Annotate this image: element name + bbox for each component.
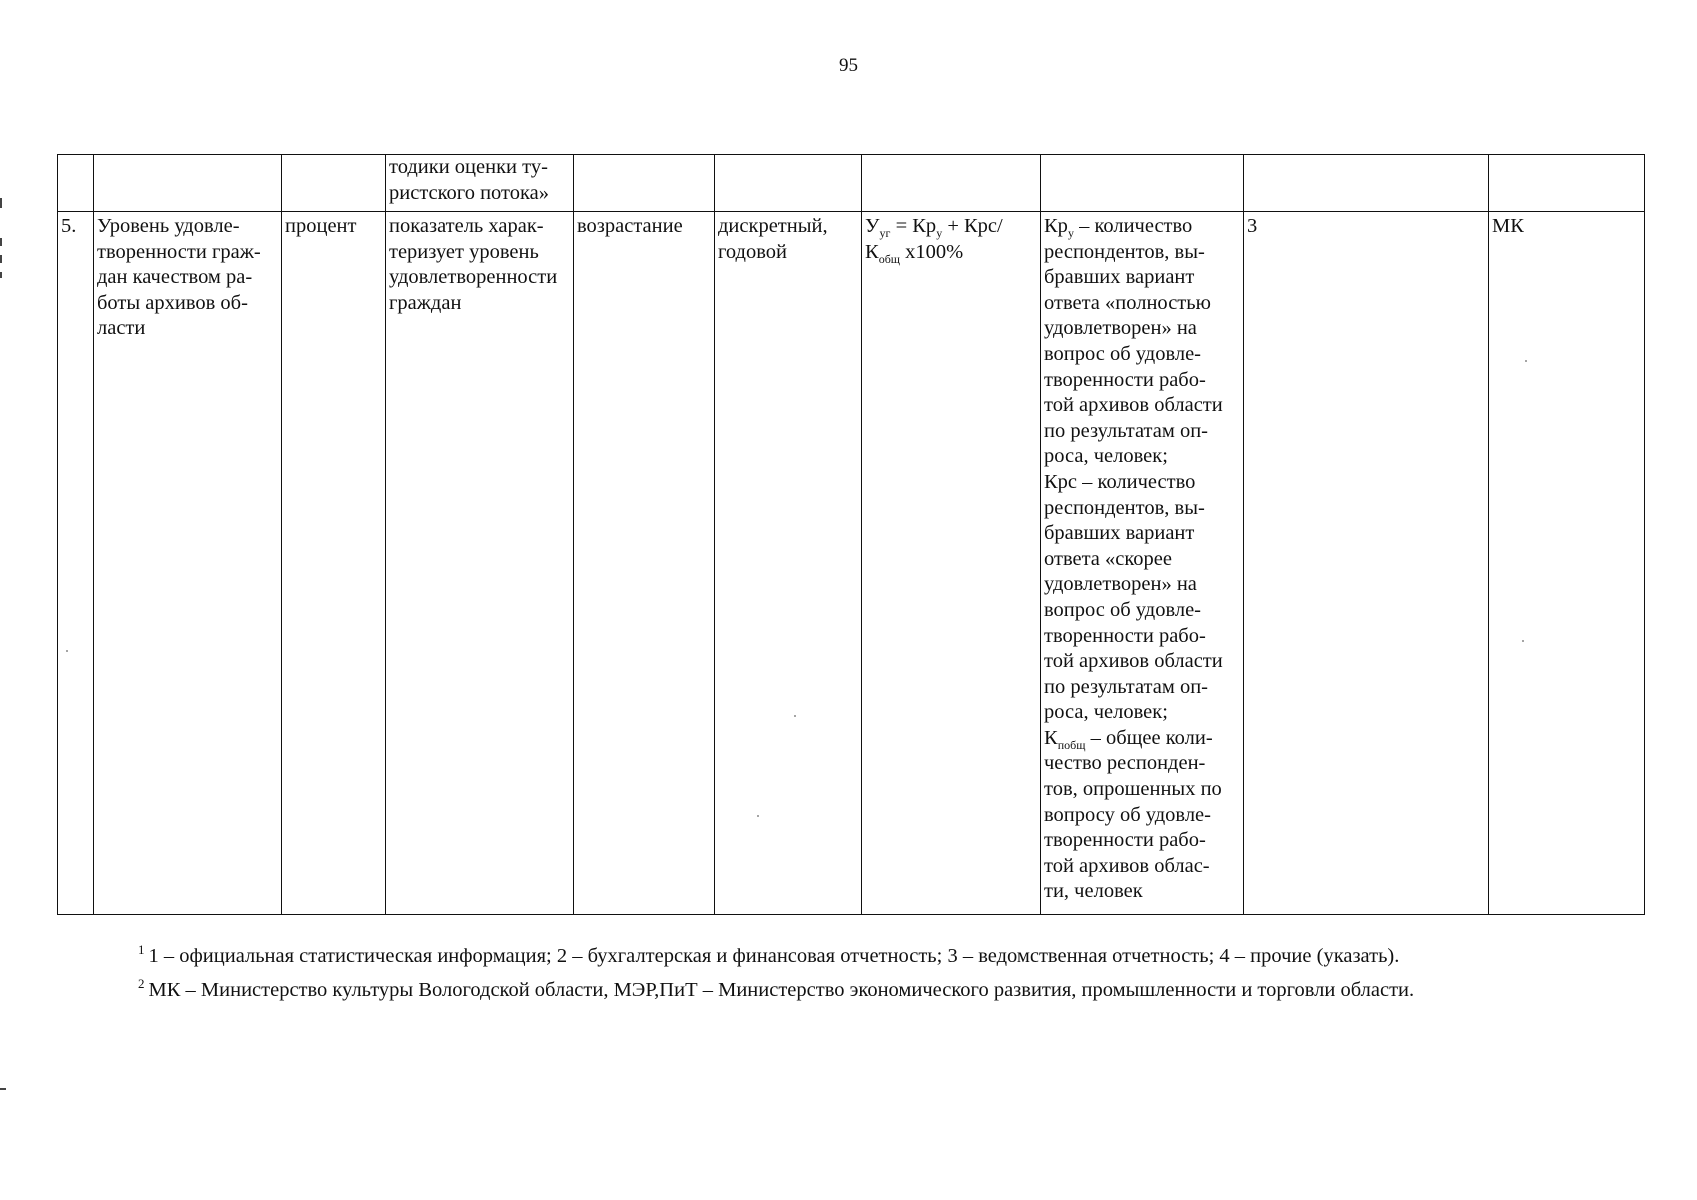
table-cell [386,155,574,212]
table-cell [94,155,282,212]
variables-cell [1041,212,1244,915]
table-cell [715,155,862,212]
methodology-continuation: тодики оценки ту- ристского потока» [389,156,549,204]
indicator-description: показатель харак- теризует уровень удовлетворенности граждан [389,215,558,314]
responsible-body: МК [1492,215,1524,237]
formula-cell [862,212,1041,915]
row-number-cell [58,212,94,915]
scan-edge-mark [0,1088,6,1090]
unit-of-measure: процент [285,215,357,237]
footnote-1: $^1$ 1 – официальная статистическая информация; 2 – бухгалтерская и финансовая отчетность; 3 – ведомственная отчетность; 4 – прочие (указать). [138,942,1400,967]
page-number: 95 [839,55,858,76]
source-cell [1244,212,1489,915]
scan-noise [757,815,759,817]
scan-edge-mark [0,272,2,278]
scan-edge-mark [0,238,2,246]
formula-variables: $Кр_у$ – количество респондентов, вы- бравших вариант ответа «полностью удовлетворен» на вопрос об удовле- творенности рабо- той архивов области по результатам оп- роса, человек; Крс – количество респондентов, вы- бравших вариант ответа «скорее удовлетворен» на вопрос об удовле- творенности рабо- той архивов области по результатам оп- роса, человек; $К_{побщ}$ – общее коли- чество респонден- тов, опрошенных по вопросу об удовле- творенности рабо- той архивов облас- ти, человек [1044,215,1223,903]
row-number: 5. [61,215,77,237]
scan-edge-mark [0,198,2,208]
table-cell [862,155,1041,212]
description-cell [386,212,574,915]
scan-noise [1525,360,1527,362]
scan-noise [1522,640,1524,642]
scan-noise [66,650,68,652]
table-cell [1489,155,1645,212]
table-cell [1041,155,1244,212]
formula: $У_{уг} = Кр_у + Крс/$ $К_{общ}$ х100% [865,215,1003,266]
table-cell [1244,155,1489,212]
unit-cell [282,212,386,915]
table-row [58,155,1645,212]
periodicity-cell [715,212,862,915]
indicator-trend: возрастание [577,215,683,237]
data-source: 3 [1247,215,1258,237]
indicator-periodicity: дискретный, годовой [718,215,828,263]
indicator-name: Уровень удовле- творенности граж- дан качеством ра- боты архивов об- ласти [97,215,261,340]
table-cell [282,155,386,212]
scan-noise [794,715,796,717]
scan-edge-mark [0,255,2,263]
footnotes [138,936,1414,1004]
table-row [58,212,1645,915]
table-cell [58,155,94,212]
table-cell [574,155,715,212]
responsible-cell [1489,212,1645,915]
trend-cell [574,212,715,915]
indicator-name-cell [94,212,282,915]
footnote-2: $^2$ МК – Министерство культуры Вологодской области, МЭР,ПиТ – Министерство экономического развития, промышленности и торговли области. [138,975,1415,1001]
indicator-table [57,154,1645,915]
